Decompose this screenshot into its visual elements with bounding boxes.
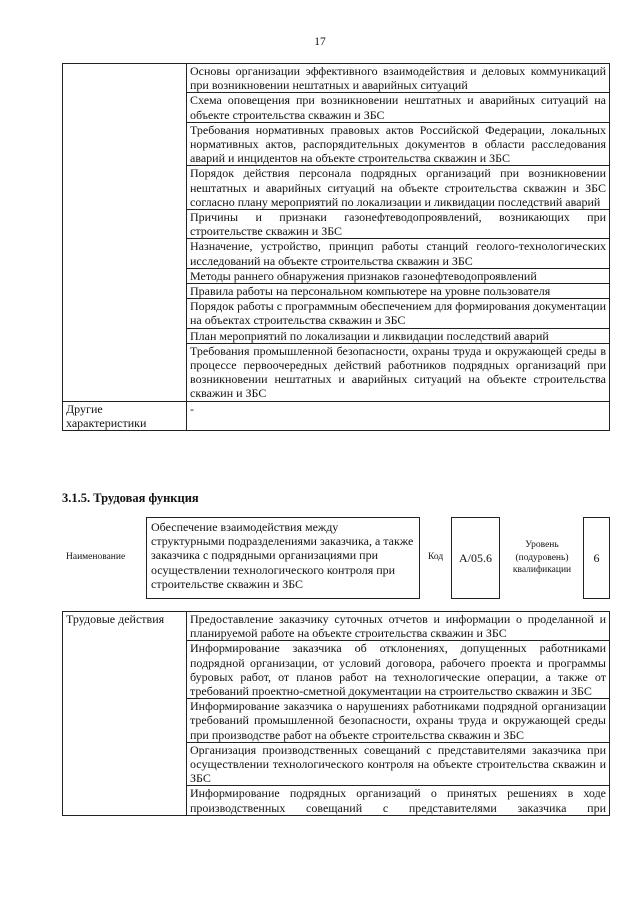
labor-action-item: Организация производственных совещаний с представителями заказчика при осуществлении технологического контроля на объекте строительства скважин и ЗБС (187, 742, 610, 786)
qualification-level-value: 6 (583, 517, 610, 599)
labor-action-item: Информирование заказчика об отклонениях, допущенных работниками подрядной организации, от условий договора, рабочего проекта и программы буровых работ, от планов работ на технологические операции, а также от требований проектно-сметной документации на строительство скважин и ЗБС (187, 641, 610, 699)
function-name-label: Наименование (66, 552, 126, 562)
other-characteristics-value: - (187, 401, 610, 430)
knowledge-item: Правила работы на персональном компьютере на уровне пользователя (187, 284, 610, 299)
table-row (63, 612, 610, 641)
page-number: 17 (314, 36, 326, 48)
knowledge-item: Назначение, устройство, принцип работы станций геолого-технологических исследований на объекте строительства скважин и ЗБС (187, 239, 610, 268)
knowledge-item: Порядок действия персонала подрядных организаций при возникновении нештатных и аварийных ситуаций на объекте строительства скважин и ЗБС согласно плану мероприятий по локализации и ликвидации последствий аварий (187, 166, 610, 210)
knowledge-table (62, 63, 610, 431)
function-code-value: A/05.6 (451, 517, 500, 599)
labor-action-item: Информирование подрядных организаций о принятых решениях в ходе производственных совещаний с представителями заказчика при (187, 786, 610, 815)
function-code-label: Код (428, 552, 444, 562)
labor-actions-table (62, 611, 610, 816)
section-heading: 3.1.5. Трудовая функция (62, 491, 199, 505)
labor-action-item: Информирование заказчика о нарушениях работниками подрядной организации требований промышленной безопасности, охраны труда и окружающей среды при производстве работ на объекте строительства скважин и ЗБС (187, 699, 610, 743)
knowledge-item: Методы раннего обнаружения признаков газонефтеводопроявлений (187, 268, 610, 283)
function-name-value: Обеспечение взаимодействия между структурными подразделениями заказчика, а также заказчика с подрядными организациями при осуществлении технологического контроля при строительстве скважин и ЗБС (146, 517, 420, 599)
table-row (63, 401, 610, 430)
qualification-level-label: Уровень (подуровень) квалификации (512, 540, 572, 575)
knowledge-item: Основы организации эффективного взаимодействия и деловых коммуникаций при возникновении нештатных и аварийных ситуаций (187, 64, 610, 93)
knowledge-item: План мероприятий по локализации и ликвидации последствий аварий (187, 328, 610, 343)
knowledge-item: Требования промышленной безопасности, охраны труда и окружающей среды в процессе первоочередных действий работников подрядных организаций при возникновении нештатных и аварийных ситуаций на объекте строительства скважин и ЗБС (187, 343, 610, 401)
labor-actions-label: Трудовые действия (63, 612, 187, 816)
table-row (63, 64, 610, 93)
knowledge-item: Требования нормативных правовых актов Российской Федерации, локальных нормативных актов, распорядительных документов в области расследования аварий и инцидентов на объекте строительства скважин и ЗБС (187, 122, 610, 166)
knowledge-item: Порядок работы с программным обеспечением для формирования документации на объектах строительства скважин и ЗБС (187, 299, 610, 328)
table-cell-empty (63, 64, 187, 402)
knowledge-item: Схема оповещения при возникновении нештатных и аварийных ситуаций на объекте строительства скважин и ЗБС (187, 93, 610, 122)
other-characteristics-label: Другие характеристики (63, 401, 187, 430)
labor-action-item: Предоставление заказчику суточных отчетов и информации о проделанной и планируемой работе на объекте строительства скважин и ЗБС (187, 612, 610, 641)
knowledge-item: Причины и признаки газонефтеводопроявлений, возникающих при строительстве скважин и ЗБС (187, 210, 610, 239)
